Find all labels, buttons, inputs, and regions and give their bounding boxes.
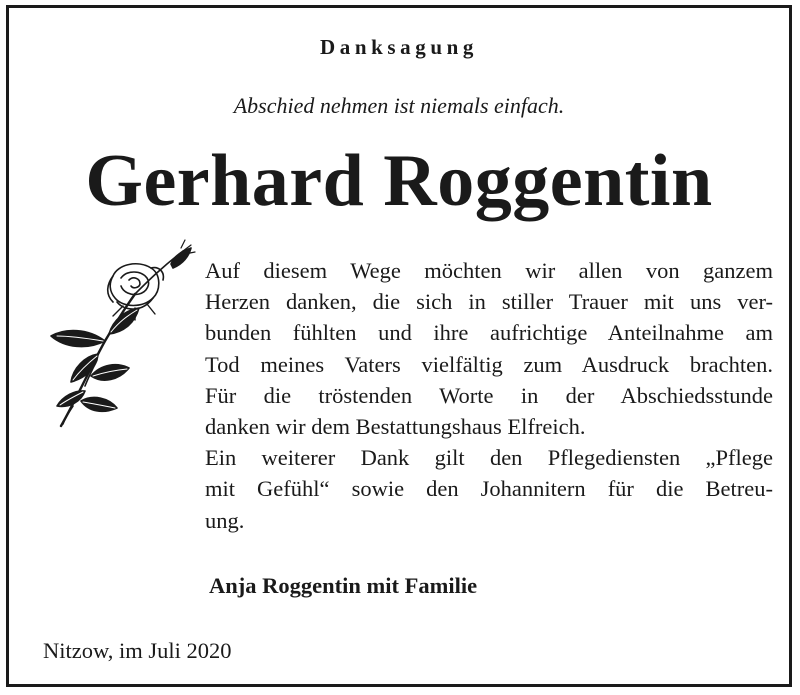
message-line: Für die tröstenden Worte in der Abschiedsstunde [205,382,773,408]
deceased-name: Gerhard Roggentin [85,140,713,222]
place-date: Nitzow, im Juli 2020 [43,638,232,663]
rose-icon [43,236,203,436]
message-line: danken wir dem Bestattungshaus Elfreich. [205,414,586,440]
signature: Anja Roggentin mit Familie [209,573,478,598]
notice-heading: Danksagung [319,35,479,59]
message-line: Auf diesem Wege möchten wir allen von ganzem [205,258,773,283]
message-line: Ein weiterer Dank gilt den Pflegediensten „Pflege [205,445,773,471]
notice-subtitle: Abschied nehmen ist niemals einfach. [233,93,565,118]
message-line: bunden fühlten und ihre aufrichtige Anteilnahme am [205,320,773,346]
obituary-notice-frame [6,5,792,687]
message-line: Tod meines Vaters vielfältig zum Ausdruck brachten. [205,351,773,377]
message-line: mit Gefühl“ sowie den Johannitern für die Betreu- [205,476,773,502]
message-line: Herzen danken, die sich in stiller Trauer mit uns ver- [205,289,773,315]
message-line: ung. [205,507,245,533]
thank-you-message [205,255,773,536]
